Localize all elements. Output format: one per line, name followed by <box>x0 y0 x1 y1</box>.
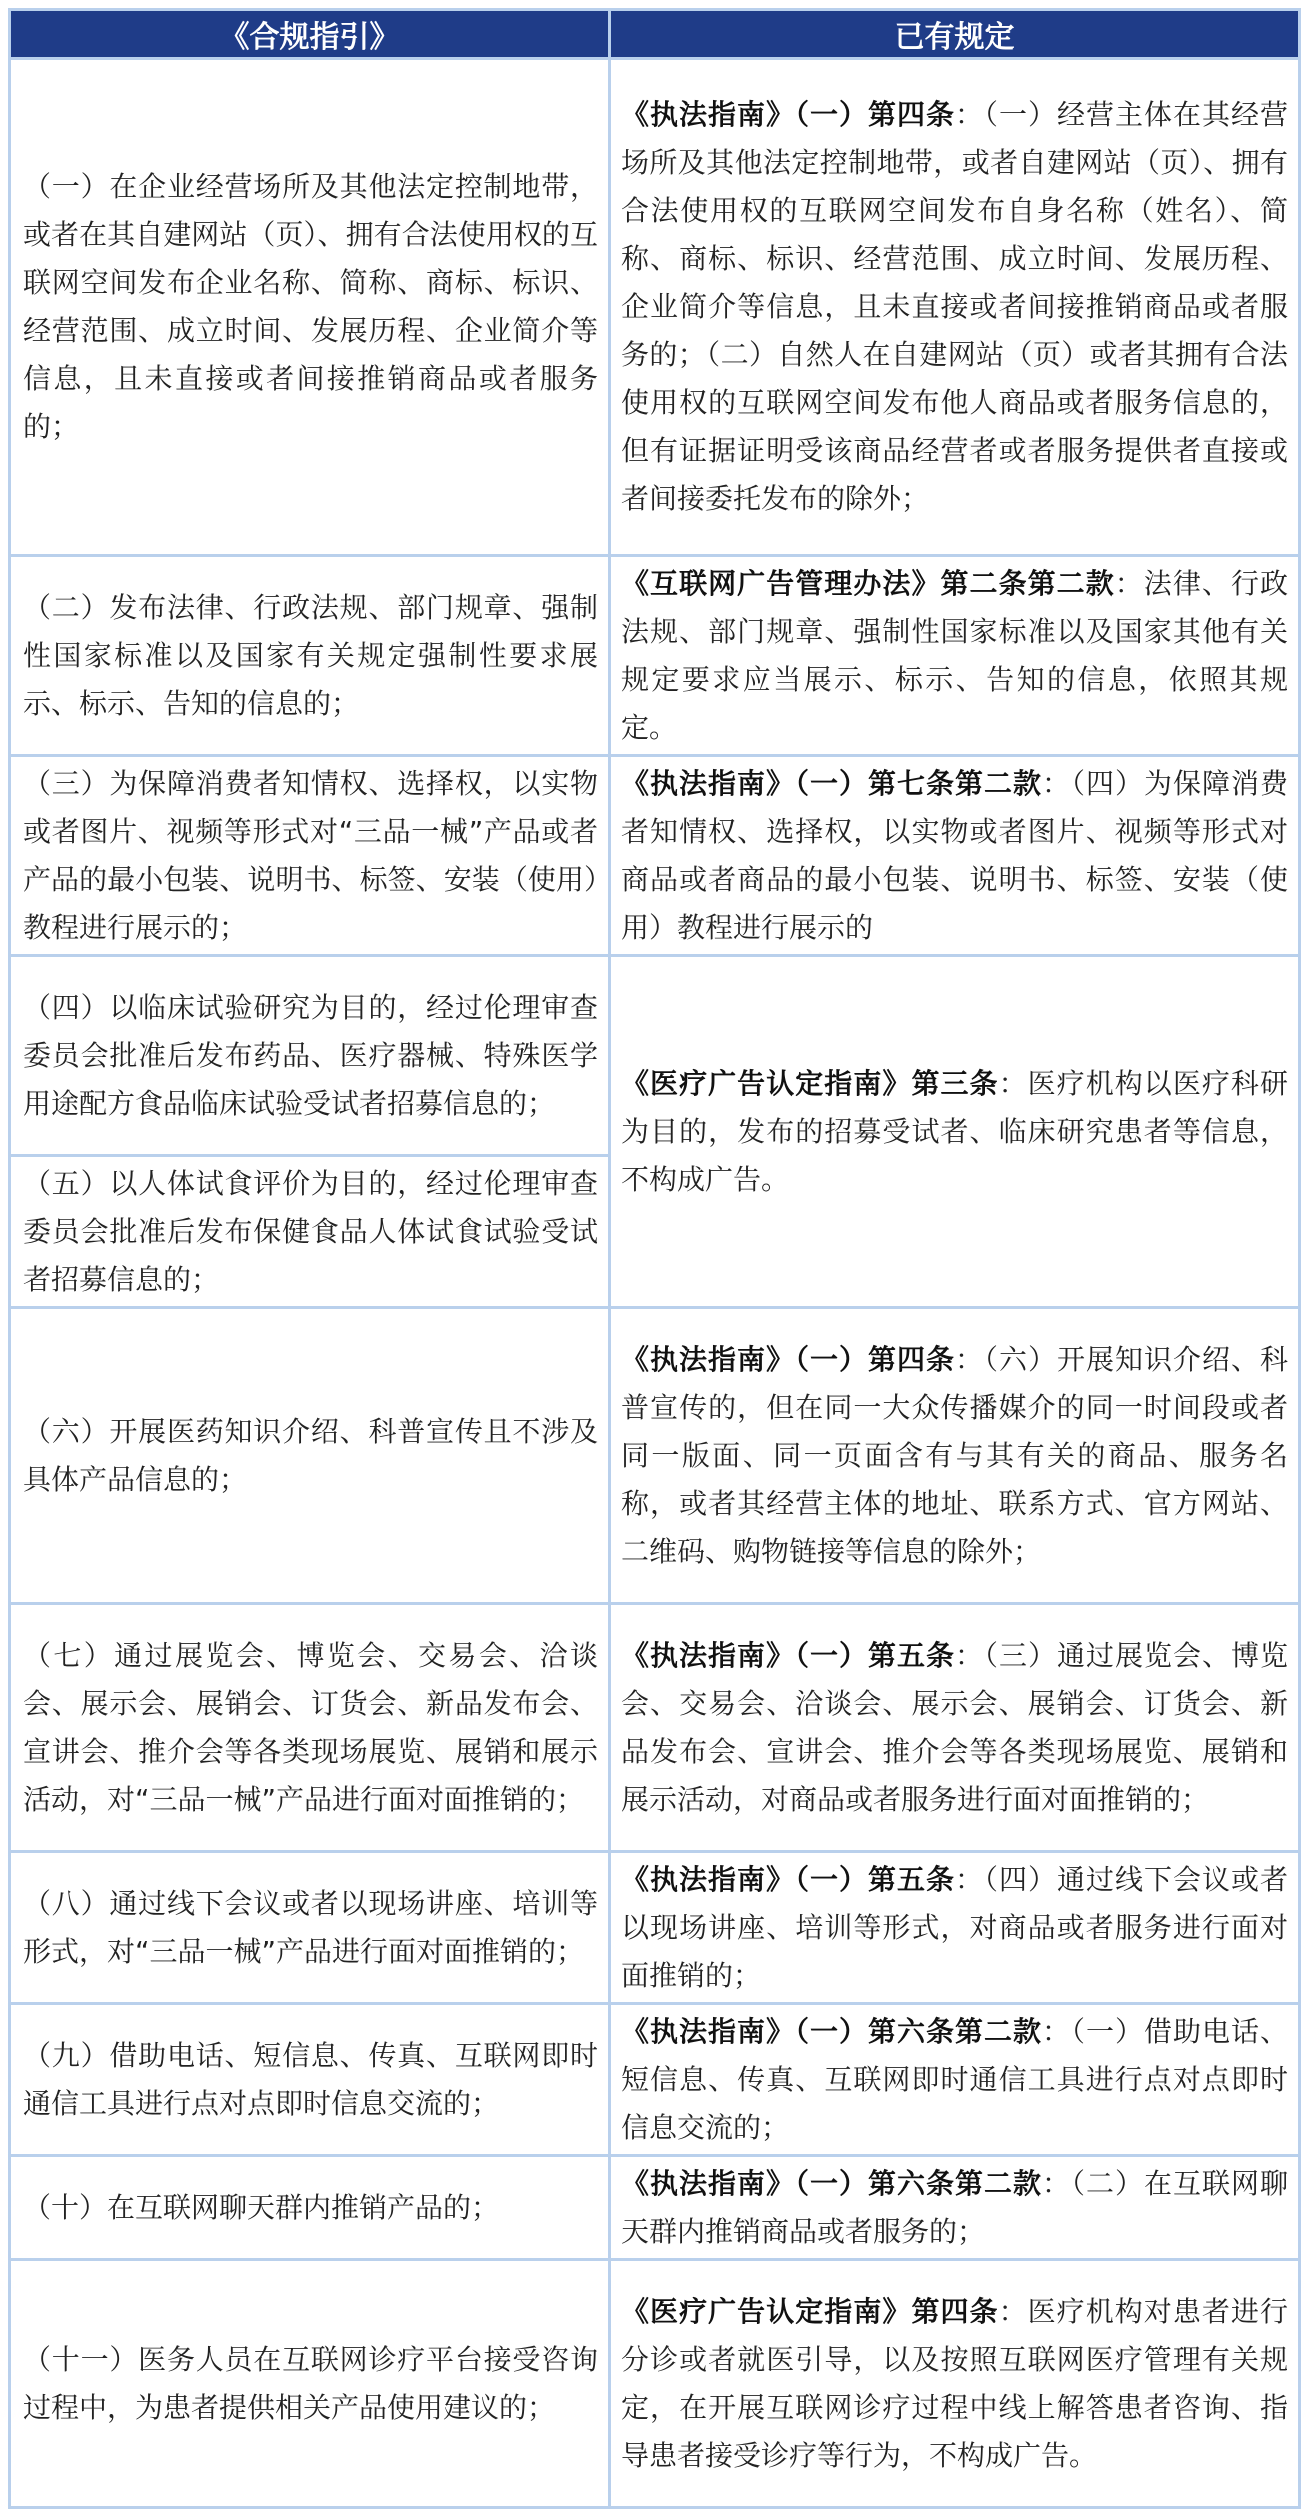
table-row <box>10 2156 1300 2260</box>
guideline-cell: （五）以人体试食评价为目的，经过伦理审查委员会批准后发布保健食品人体试食试验受试者招募信息的； <box>10 1156 610 1308</box>
regulation-text: ：医疗机构以医疗科研为目的，发布的招募受试者、临床研究患者等信息，不构成广告。 <box>621 1066 1288 1196</box>
regulation-cell <box>610 59 1300 556</box>
table-row <box>10 1852 1300 2004</box>
table-row <box>10 1308 1300 1604</box>
guideline-cell: （七）通过展览会、博览会、交易会、洽谈会、展示会、展销会、订货会、新品发布会、宣讲会、推介会等各类现场展览、展销和展示活动，对“三品一械”产品进行面对面推销的； <box>10 1604 610 1852</box>
regulation-reference: 《执法指南》（一）第四条 <box>621 1342 955 1376</box>
regulation-reference: 《医疗广告认定指南》第三条 <box>621 1066 999 1100</box>
regulation-cell <box>610 1604 1300 1852</box>
table-row <box>10 756 1300 956</box>
regulation-reference: 《执法指南》（一）第七条第二款 <box>621 766 1042 800</box>
guideline-cell: （十一）医务人员在互联网诊疗平台接受咨询过程中，为患者提供相关产品使用建议的； <box>10 2260 610 2508</box>
table-row <box>10 956 1300 1156</box>
regulation-text: ：医疗机构对患者进行分诊或者就医引导，以及按照互联网医疗管理有关规定，在开展互联网诊疗过程中线上解答患者咨询、指导患者接受诊疗等行为，不构成广告。 <box>621 2294 1288 2472</box>
regulation-reference: 《医疗广告认定指南》第四条 <box>621 2294 999 2328</box>
regulation-reference: 《执法指南》（一）第六条第二款 <box>621 2166 1042 2200</box>
regulation-text: ：（一）借助电话、短信息、传真、互联网即时通信工具进行点对点即时信息交流的； <box>621 2014 1288 2144</box>
regulation-reference: 《执法指南》（一）第五条 <box>621 1862 955 1896</box>
regulation-cell <box>610 1308 1300 1604</box>
table-row <box>10 2004 1300 2156</box>
regulation-cell <box>610 2156 1300 2260</box>
table-row <box>10 556 1300 756</box>
regulation-cell <box>610 2004 1300 2156</box>
regulation-cell <box>610 956 1300 1308</box>
guideline-cell: （六）开展医药知识介绍、科普宣传且不涉及具体产品信息的； <box>10 1308 610 1604</box>
regulation-text: ：（四）为保障消费者知情权、选择权，以实物或者图片、视频等形式对商品或者商品的最小包装、说明书、标签、安装（使用）教程进行展示的 <box>621 766 1288 944</box>
regulation-text: ：（三）通过展览会、博览会、交易会、洽谈会、展示会、展销会、订货会、新品发布会、宣讲会、推介会等各类现场展览、展销和展示活动，对商品或者服务进行面对面推销的； <box>621 1638 1288 1816</box>
regulation-cell <box>610 756 1300 956</box>
header-row <box>10 10 1300 59</box>
compliance-comparison-table <box>8 8 1301 2509</box>
guideline-cell: （八）通过线下会议或者以现场讲座、培训等形式，对“三品一械”产品进行面对面推销的； <box>10 1852 610 2004</box>
regulation-text: ：（六）开展知识介绍、科普宣传的，但在同一大众传播媒介的同一时间段或者同一版面、同一页面含有与其有关的商品、服务名称，或者其经营主体的地址、联系方式、官方网站、二维码、购物链接等信息的除外； <box>621 1342 1288 1568</box>
regulation-text: ：（一）经营主体在其经营场所及其他法定控制地带，或者自建网站（页）、拥有合法使用权的互联网空间发布自身名称（姓名）、简称、商标、标识、经营范围、成立时间、发展历程、企业简介等信息，且未直接或者间接推销商品或者服务的；（二）自然人在自建网站（页）或者其拥有合法使用权的互联网空间发布他人商品或者服务信息的，但有证据证明受该商品经营者或者服务提供者直接或者间接委托发布的除外； <box>621 98 1288 515</box>
regulation-reference: 《执法指南》（一）第四条 <box>621 98 955 131</box>
regulation-cell <box>610 556 1300 756</box>
regulation-text: ：法律、行政法规、部门规章、强制性国家标准以及国家其他有关规定要求应当展示、标示、告知的信息，依照其规定。 <box>621 566 1288 744</box>
regulation-text: ：（四）通过线下会议或者以现场讲座、培训等形式，对商品或者服务进行面对面推销的； <box>621 1862 1288 1992</box>
guideline-cell: （十）在互联网聊天群内推销产品的； <box>10 2156 610 2260</box>
table-row <box>10 2260 1300 2508</box>
guideline-cell: （四）以临床试验研究为目的，经过伦理审查委员会批准后发布药品、医疗器械、特殊医学用途配方食品临床试验受试者招募信息的； <box>10 956 610 1156</box>
regulation-reference: 《执法指南》（一）第六条第二款 <box>621 2014 1042 2048</box>
guideline-cell: （一）在企业经营场所及其他法定控制地带，或者在其自建网站（页）、拥有合法使用权的互联网空间发布企业名称、简称、商标、标识、经营范围、成立时间、发展历程、企业简介等信息，且未直接或者间接推销商品或者服务的； <box>10 59 610 556</box>
guideline-cell: （九）借助电话、短信息、传真、互联网即时通信工具进行点对点即时信息交流的； <box>10 2004 610 2156</box>
regulation-reference: 《执法指南》（一）第五条 <box>621 1638 955 1672</box>
guideline-cell: （二）发布法律、行政法规、部门规章、强制性国家标准以及国家有关规定强制性要求展示、标示、告知的信息的； <box>10 556 610 756</box>
header-existing-rules: 已有规定 <box>610 10 1300 59</box>
regulation-cell <box>610 2260 1300 2508</box>
table-row <box>10 1604 1300 1852</box>
guideline-cell: （三）为保障消费者知情权、选择权，以实物或者图片、视频等形式对“三品一械”产品或者产品的最小包装、说明书、标签、安装（使用）教程进行展示的； <box>10 756 610 956</box>
regulation-cell <box>610 1852 1300 2004</box>
header-compliance-guide: 《合规指引》 <box>10 10 610 59</box>
table-row <box>10 59 1300 556</box>
regulation-text: ：（二）在互联网聊天群内推销商品或者服务的； <box>621 2166 1288 2248</box>
regulation-reference: 《互联网广告管理办法》第二条第二款 <box>621 566 1115 600</box>
